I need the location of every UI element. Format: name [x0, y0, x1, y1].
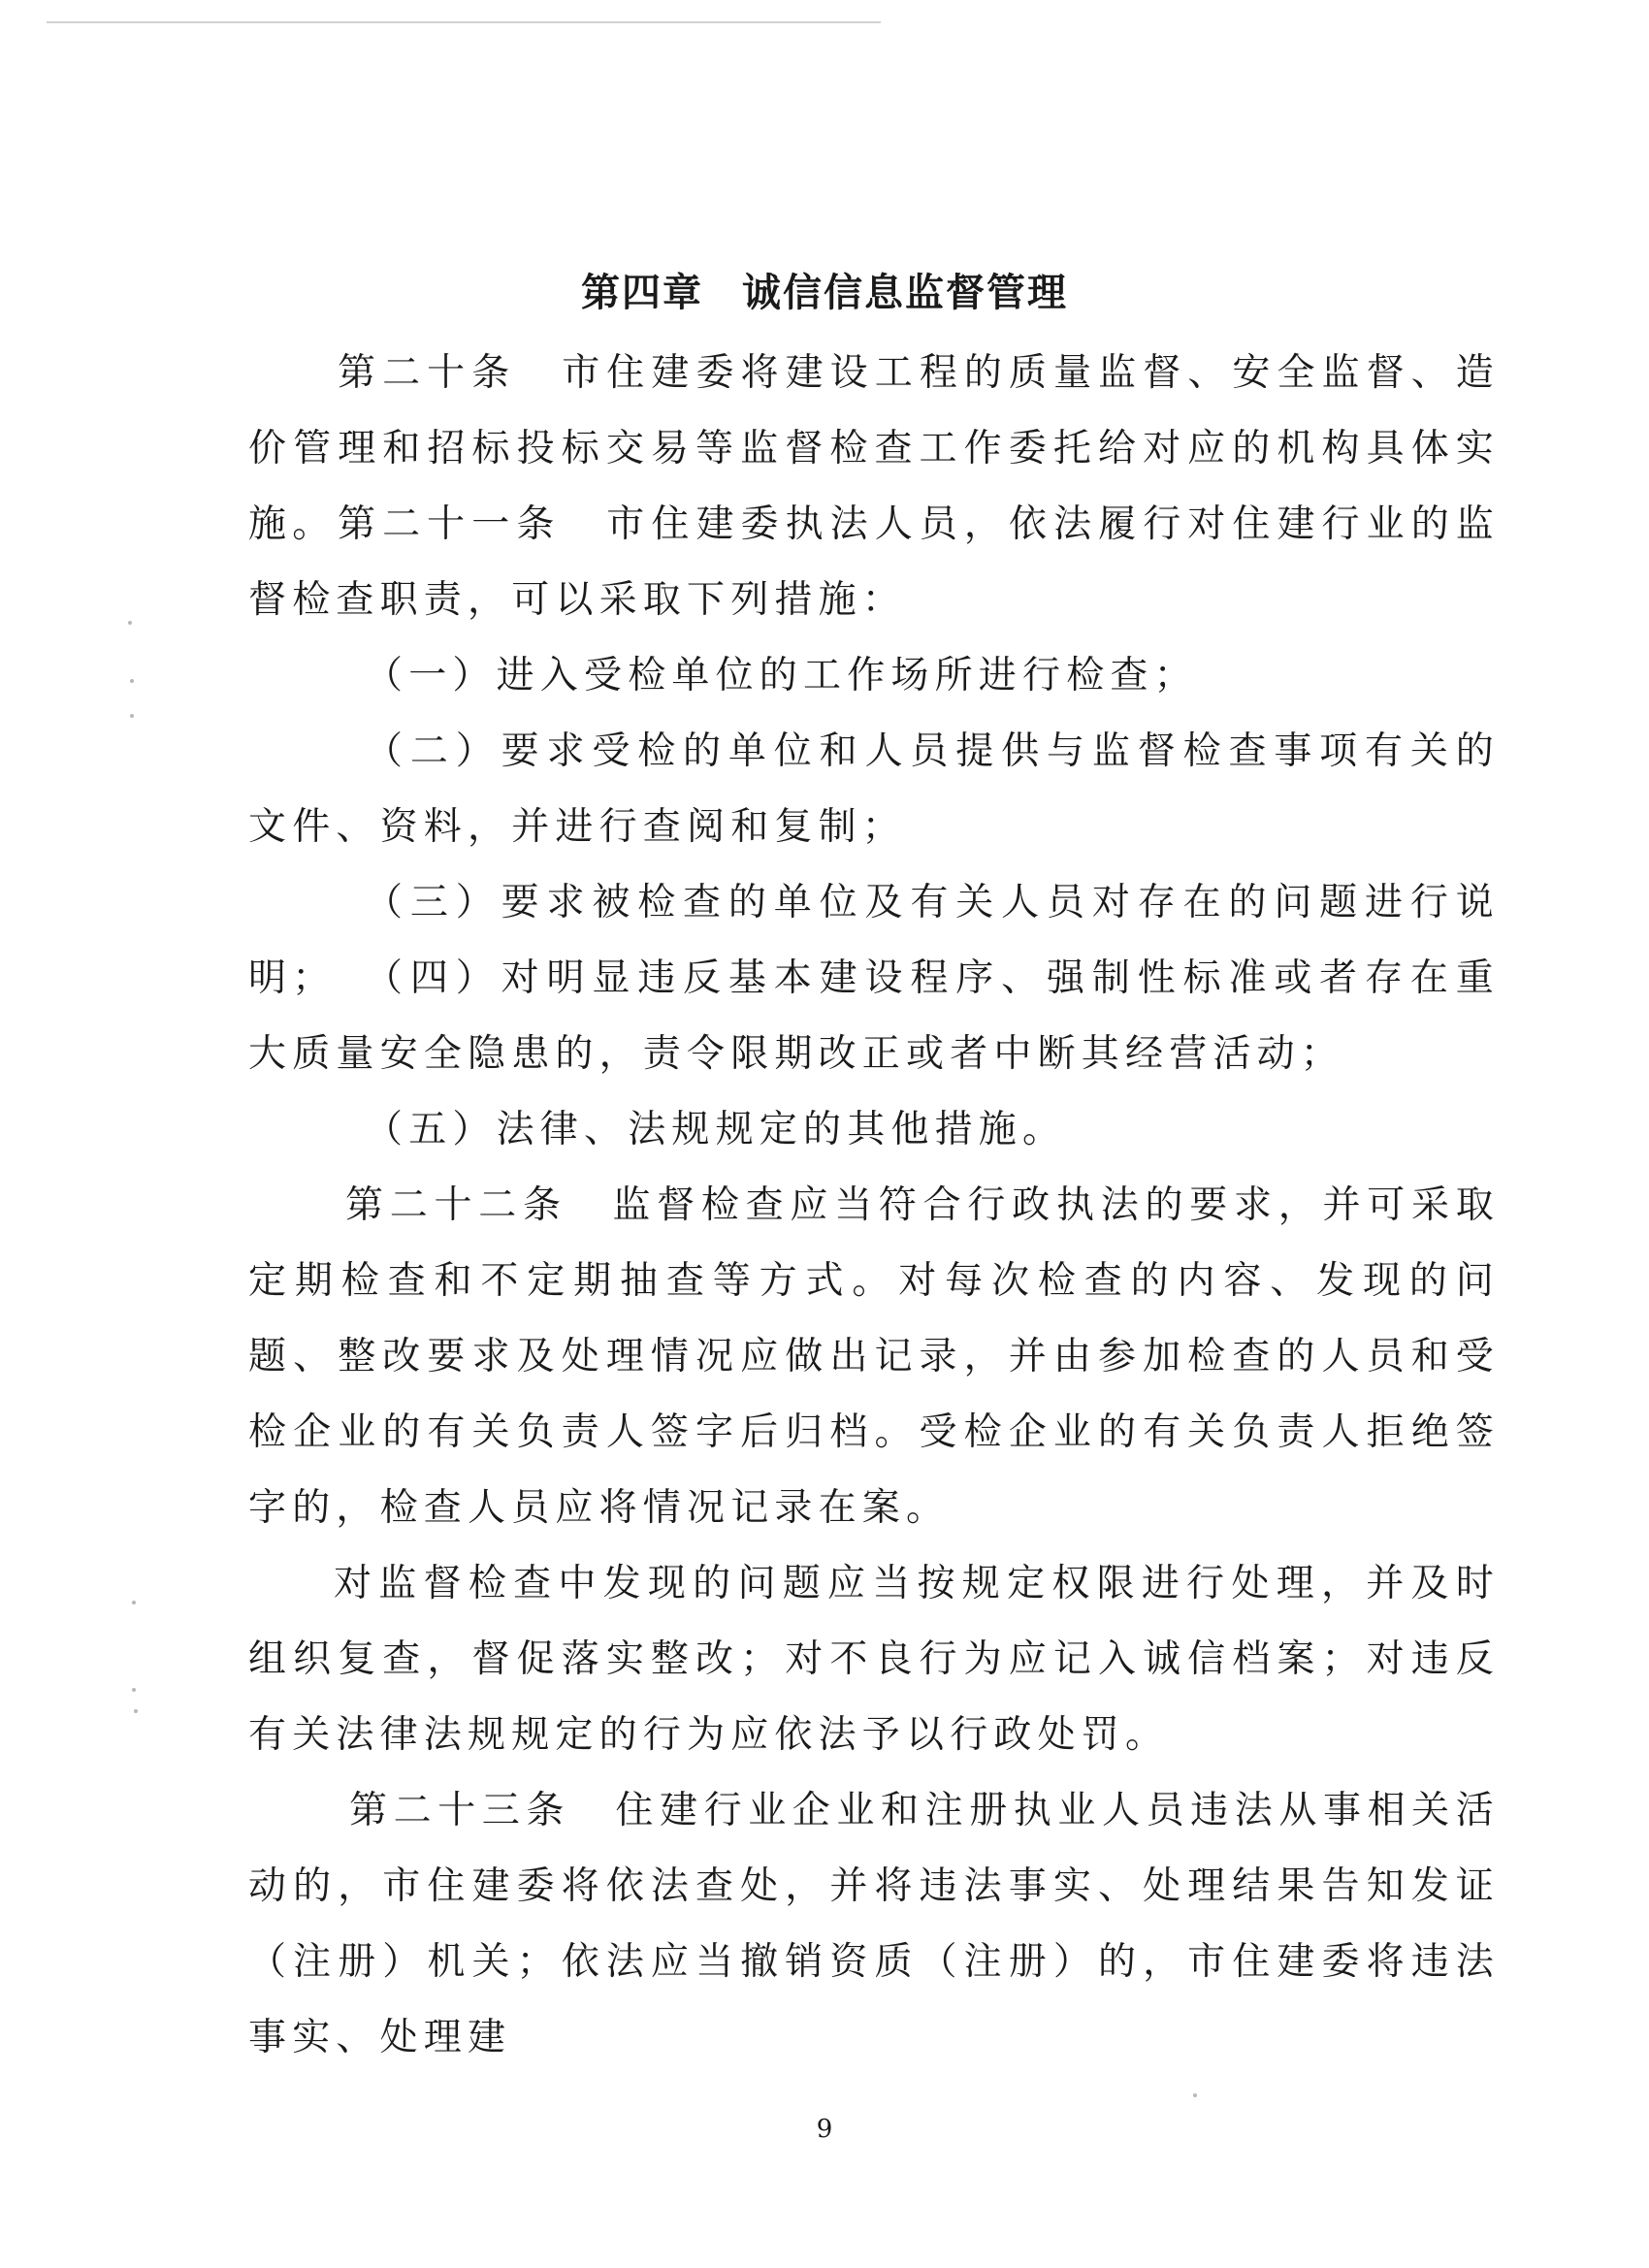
header-rule	[47, 21, 881, 23]
article-22-continued	[248, 1546, 1500, 1773]
chapter-heading	[0, 262, 1649, 317]
measure-text: （四）对明显违反基本建设程序、强制性标准或者存在重大质量安全隐患的，责令限期改正或者中断其经营活动；	[248, 956, 1500, 1076]
article-23	[248, 1773, 1500, 2076]
article-text: 市住建委执法人员，依法履行对住建行业的监督检查职责，可以采取下列措施：	[248, 502, 1500, 622]
chapter-title: 诚信信息监督管理	[742, 271, 1068, 315]
paragraph-text: 对监督检查中发现的问题应当按规定权限进行处理，并及时组织复查，督促落实整改；对不良行为应记入诚信档案；对违反有关法律法规规定的行为应依法予以行政处罚。	[248, 1562, 1500, 1757]
article-text: 监督检查应当符合行政执法的要求，并可采取定期检查和不定期抽查等方式。对每次检查的内容、发现的问题、整改要求及处理情况应做出记录，并由参加检查的人员和受检企业的有关负责人签字后归档。受检企业的有关负责人拒绝签字的，检查人员应将情况记录在案。	[248, 1183, 1500, 1530]
article-label: 第二十条	[338, 351, 517, 395]
article-22	[248, 1168, 1500, 1546]
article-label: 第二十一条	[338, 502, 562, 546]
article-text: 住建行业企业和注册执业人员违法从事相关活动的，市住建委将依法查处，并将违法事实、处理结果告知发证（注册）机关；依法应当撤销资质（注册）的，市住建委将违法事实、处理建	[248, 1789, 1500, 2059]
measure-text: （二）要求受检的单位和人员提供与监督检查事项有关的文件、资料，并进行查阅和复制；	[248, 729, 1500, 849]
measure-1	[248, 638, 1500, 714]
measure-text: （三）要求被检查的单位及有关人员对存在的问题进行说明；	[248, 881, 1500, 1000]
scan-speck	[132, 1601, 136, 1604]
scan-speck	[1193, 2093, 1197, 2097]
measure-text: （一）进入受检单位的工作场所进行检查；	[365, 654, 1198, 697]
measure-2	[248, 714, 1500, 865]
scan-speck	[128, 621, 132, 625]
scan-speck	[132, 1688, 136, 1692]
measure-5	[248, 1092, 1500, 1168]
scan-speck	[130, 679, 134, 683]
scan-speck	[134, 1709, 138, 1713]
page-number: 9	[816, 2115, 833, 2144]
scan-speck	[130, 714, 134, 718]
article-text: 市住建委将建设工程的质量监督、安全监督、造价管理和招标投标交易等监督检查工作委托给对应的机构具体实施。	[248, 351, 1500, 546]
article-label: 第二十二条	[345, 1183, 567, 1227]
article-21	[248, 487, 1500, 638]
article-label: 第二十三条	[349, 1789, 570, 1832]
chapter-number: 第四章	[581, 271, 703, 315]
measure-4	[248, 941, 1500, 1092]
measure-text: （五）法律、法规规定的其他措施。	[365, 1108, 1067, 1151]
